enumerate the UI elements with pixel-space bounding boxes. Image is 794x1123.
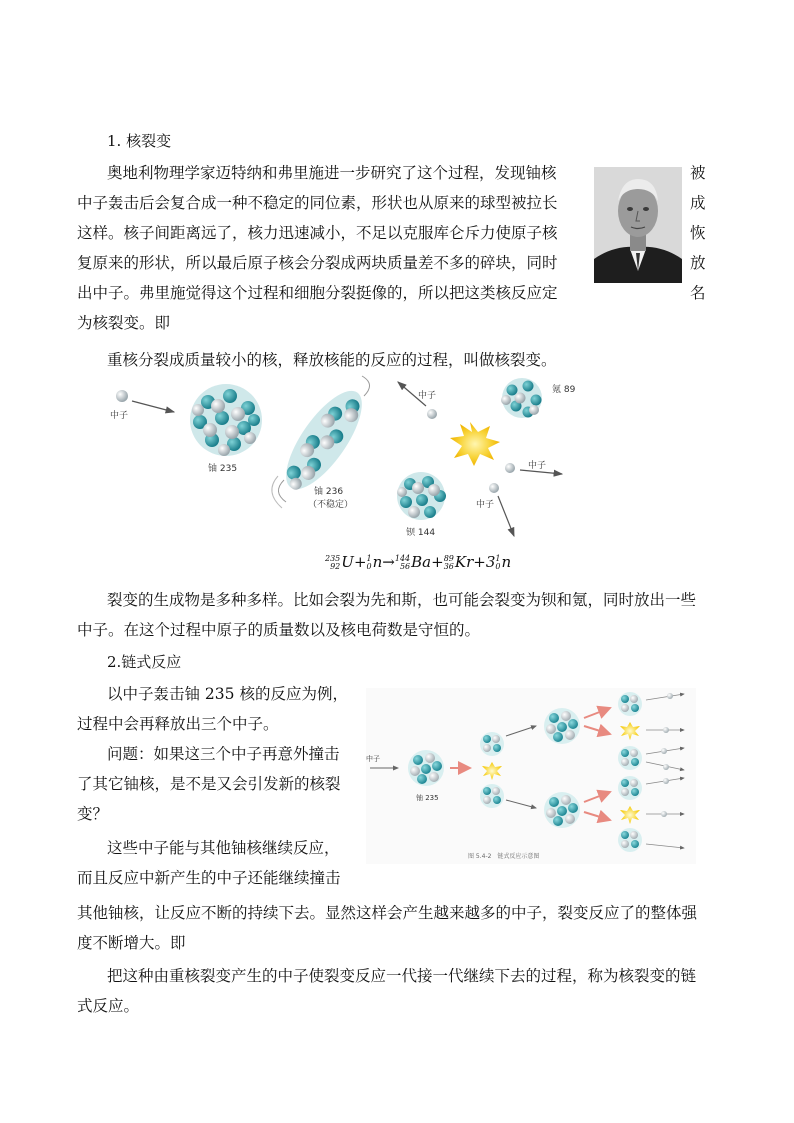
- section-heading-fission: 1. 核裂变: [107, 132, 172, 150]
- paragraph-line: 而且反应中新产生的中子还能继续撞击: [77, 869, 341, 887]
- section-heading-chain-reaction: 2.链式反应: [107, 653, 182, 671]
- side-char: 放: [690, 254, 706, 272]
- energy-burst-icon: [450, 422, 500, 466]
- side-char: 恢: [690, 224, 706, 242]
- paragraph-line: 奥地利物理学家迈特纳和弗里施进一步研究了这个过程，发现铀核: [107, 164, 557, 182]
- label-unstable: （不稳定）: [308, 500, 354, 510]
- n-symbol: n: [372, 553, 383, 571]
- paragraph-line: 裂变的生成物是多种多样。比如会裂为先和斯，也可能会裂变为钡和氪，同时放出一些: [107, 591, 697, 609]
- fission-definition: 重核分裂成质量较小的核，释放核能的反应的过程，叫做核裂变。: [107, 351, 557, 369]
- label-u236: 铀 236: [314, 487, 344, 497]
- ba-mass-number: 144: [394, 554, 411, 563]
- neutron-coefficient: 3: [485, 553, 496, 571]
- label-neutron-3: 中子: [476, 500, 495, 510]
- paragraph-line: 变？: [77, 805, 109, 823]
- chain-figure-caption: 图 5.4-2 链式反应示意图: [468, 853, 540, 860]
- paragraph-line: 复原来的形状，所以最后原子核会分裂成两块质量差不多的碎块，同时: [77, 254, 558, 272]
- label-neutron-2: 中子: [528, 461, 547, 471]
- fission-diagram: [108, 376, 576, 546]
- side-char: 成: [690, 194, 706, 212]
- ba-symbol: Ba: [411, 553, 432, 571]
- paragraph-line: 这样。核子间距离远了，核力迅速减小，不足以克服库仑斥力使原子核: [77, 224, 558, 242]
- paragraph-line: 度不断增大。即: [77, 934, 186, 952]
- label-neutron-1: 中子: [418, 391, 437, 401]
- side-char: 名: [690, 284, 706, 302]
- kr-mass-number: 89: [443, 554, 454, 563]
- paragraph-line: 为核裂变。即: [77, 314, 171, 332]
- paragraph-line: 中子。在这个过程中原子的质量数以及核电荷数是守恒的。: [77, 621, 481, 639]
- chain-reaction-diagram: [366, 688, 696, 864]
- paragraph-line: 问题：如果这三个中子再意外撞击: [107, 745, 340, 763]
- paragraph-line: 出中子。弗里施觉得这个过程和细胞分裂挺像的，所以把这类核反应定: [77, 284, 558, 302]
- paragraph-line: 其他铀核，让反应不断的持续下去。显然这样会产生越来越多的中子，裂变反应了的整体强: [77, 904, 698, 922]
- n2-symbol: n: [501, 553, 512, 571]
- paragraph-line: 过程中会再释放出三个中子。: [77, 715, 279, 733]
- paragraph-line: 这些中子能与其他铀核继续反应，: [107, 839, 340, 857]
- label-ba144: 钡 144: [406, 528, 436, 538]
- n-atomic-number: 0: [366, 562, 372, 571]
- label-neutron-in: 中子: [110, 411, 129, 421]
- paragraph-line: 中子轰击后会复合成一种不稳定的同位素，形状也从原来的球型被拉长: [77, 194, 558, 212]
- paragraph-line: 式反应。: [77, 997, 140, 1015]
- u235-nucleus-icon: [190, 384, 262, 456]
- fission-equation: 235 92 U+ 1 0 n→ 144 56 Ba+ 89 36 Kr+3 1 0 n: [325, 553, 512, 571]
- reaction-arrow: →: [382, 553, 395, 571]
- n-mass-number: 1: [366, 554, 372, 563]
- kr-atomic-number: 36: [443, 562, 454, 571]
- paragraph-line: 以中子轰击铀 235 核的反应为例，: [107, 685, 348, 703]
- paragraph-line: 把这种由重核裂变产生的中子使裂变反应一代接一代继续下去的过程，称为核裂变的链: [107, 967, 697, 985]
- n2-mass-number: 1: [495, 554, 501, 563]
- side-char: 被: [690, 164, 706, 182]
- paragraph-line: 了其它铀核，是不是又会引发新的核裂: [77, 775, 341, 793]
- portrait-photo: [594, 167, 682, 283]
- label-kr89: 氪 89: [552, 385, 576, 395]
- chain-label-neutron: 中子: [366, 755, 380, 763]
- kr89-nucleus-icon: [501, 378, 542, 418]
- u-mass-number: 235: [325, 554, 341, 563]
- ba144-nucleus-icon: [397, 472, 446, 520]
- u-symbol: U: [341, 553, 354, 571]
- label-u235: 铀 235: [208, 464, 238, 474]
- kr-symbol: Kr: [454, 553, 474, 571]
- u-atomic-number: 92: [330, 562, 341, 571]
- n2-atomic-number: 0: [495, 562, 501, 571]
- ba-atomic-number: 56: [399, 562, 411, 571]
- chain-u235-icon: [408, 750, 444, 786]
- chain-label-u235: 铀 235: [416, 794, 439, 802]
